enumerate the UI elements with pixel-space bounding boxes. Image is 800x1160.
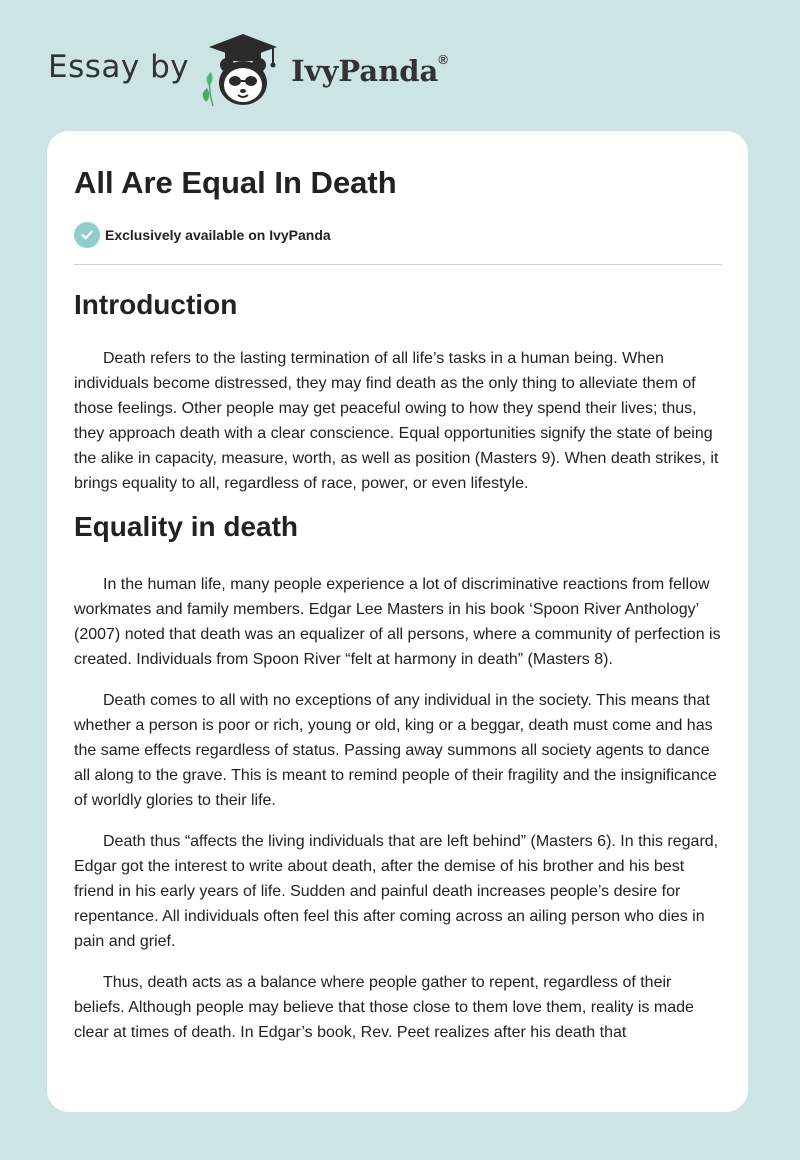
- paragraph: In the human life, many people experience a lot of discriminative reactions from fellow workmates and family members. Edgar Lee Masters in his book ‘Spoon River Anthology’ (2007) noted that death was an equalizer of all persons, where a community of perfection is created. Individuals from Spoon River “felt at harmony in death” (Masters 8).: [74, 576, 721, 668]
- section-heading-equality: Equality in death: [74, 511, 299, 542]
- paragraph: Thus, death acts as a balance where people gather to repent, regardless of their beliefs. Although people may believe that those close to them love them, reality is made clear at times of death. In Edgar’s book, Rev. Peet realizes after his death that: [74, 974, 694, 1041]
- essay-by-label: Essay by: [48, 49, 190, 85]
- essay-card: [47, 131, 748, 1112]
- section-heading-introduction: Introduction: [74, 289, 238, 320]
- site-header: [48, 30, 448, 110]
- registered-mark: ®: [438, 52, 448, 67]
- brand-name[interactable]: [291, 54, 448, 88]
- paragraph: Death thus “affects the living individuals that are left behind” (Masters 6). In this regard, Edgar got the interest to write about death, after the demise of his brother and his best friend in his early years of life. Sudden and painful death increases people’s desire for repentance. All individuals often feel this after coming across an ailing person who dies in pain and grief.: [74, 833, 719, 950]
- paragraph: Death comes to all with no exceptions of any individual in the society. This means that whether a person is poor or rich, young or old, king or a beggar, death must come and has the same effects regardless of status. Passing away summons all society agents to dance all along to the grave. This is meant to remind people of their fragility and the insignificance of worldly glories to their life.: [74, 692, 717, 809]
- paragraph: Death refers to the lasting termination of all life’s tasks in a human being. When individuals become distressed, they may find death as the only thing to alleviate them of those feelings. Other people may get peaceful owing to how they spend their lives; thus, they approach death with a clear conscience. Equal opportunities signify the state of being the alike in capacity, measure, worth, as well as position (Masters 9). When death strikes, it brings equality to all, regardless of race, power, or even lifestyle.: [74, 350, 719, 492]
- brand-text: IvyPanda: [291, 54, 439, 88]
- ivypanda-logo-icon[interactable]: [197, 30, 289, 110]
- essay-title: All Are Equal In Death: [74, 165, 397, 200]
- exclusive-label: Exclusively available on IvyPanda: [105, 227, 331, 243]
- divider: [74, 264, 722, 265]
- exclusive-badge: [74, 222, 722, 248]
- check-icon: [74, 222, 100, 248]
